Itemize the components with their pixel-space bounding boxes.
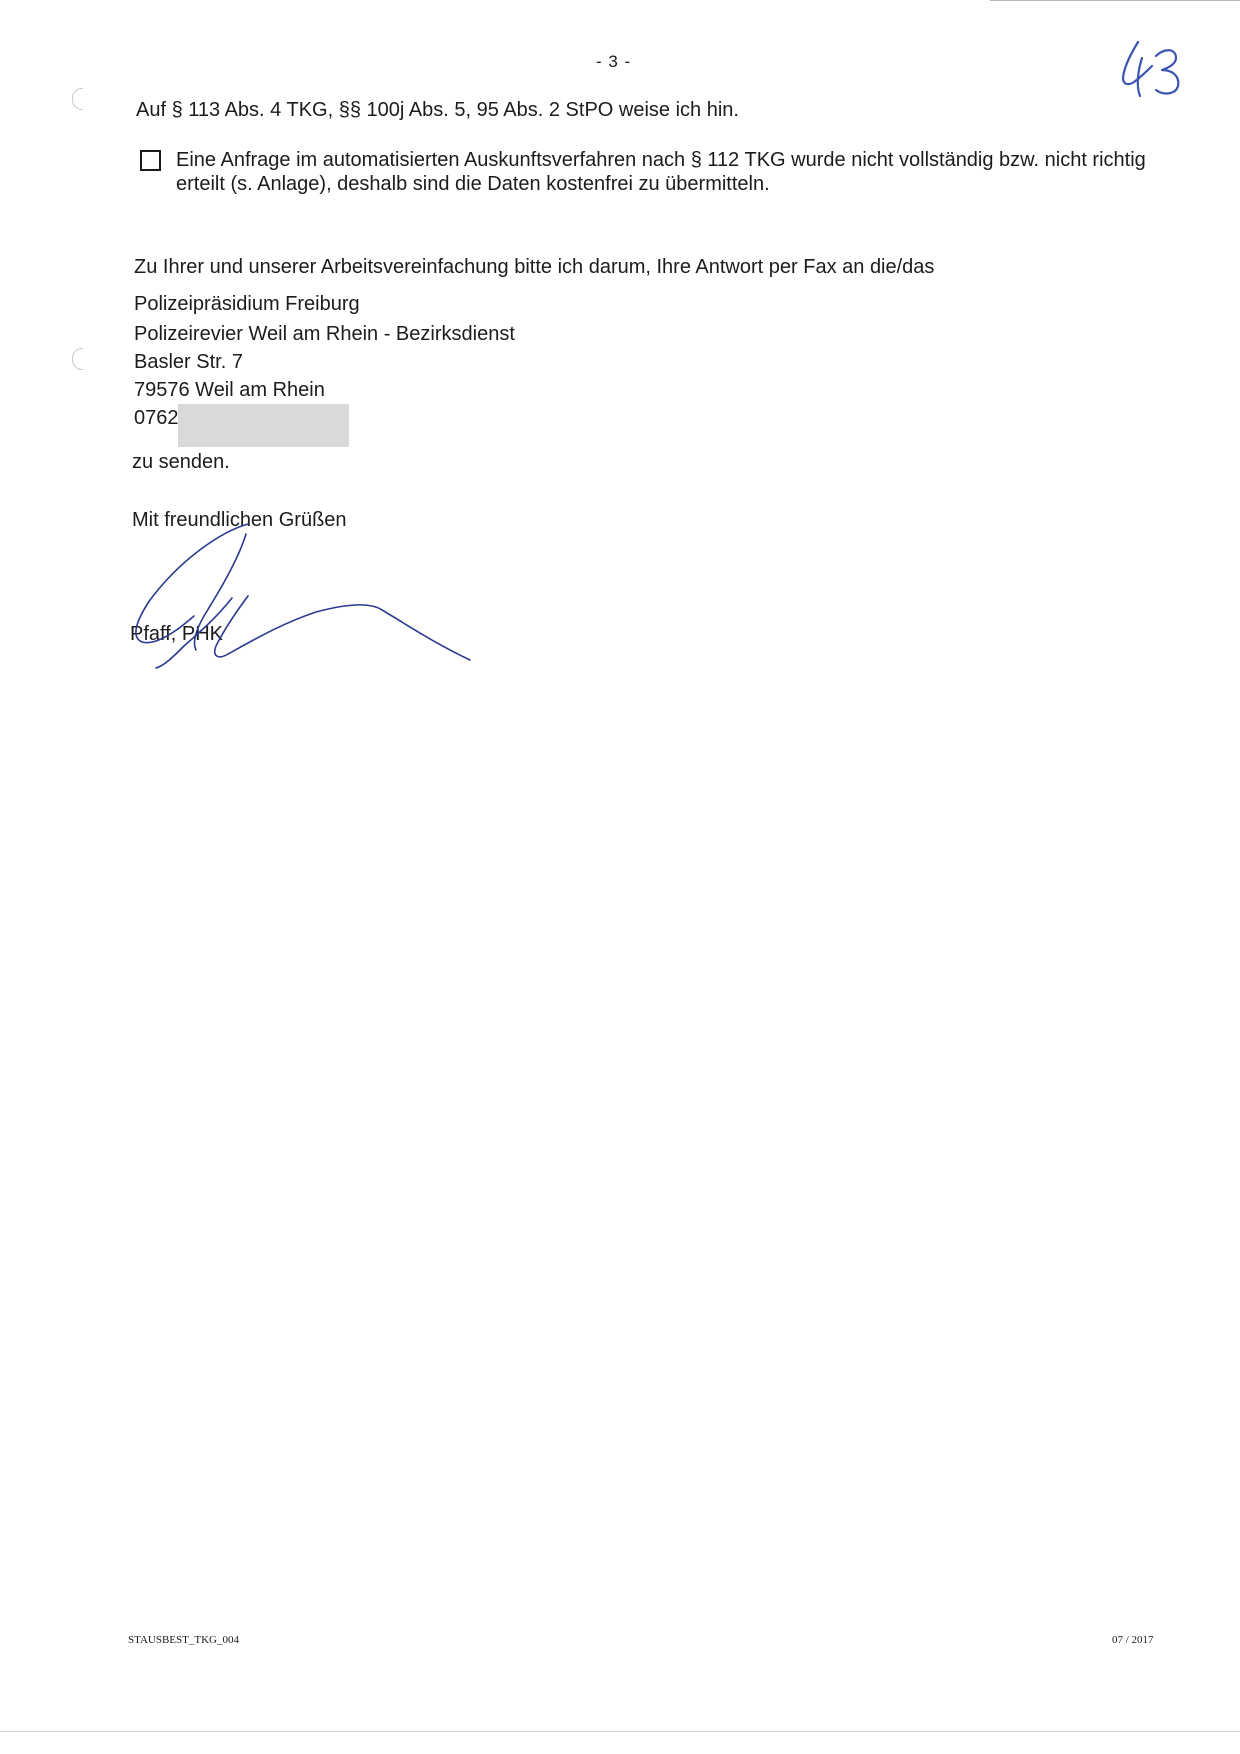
address-line-street: Basler Str. 7	[134, 351, 243, 373]
address-line-city: 79576 Weil am Rhein	[134, 379, 325, 401]
signer-name: Pfaff, PHK	[130, 623, 224, 645]
fax-request-line: Zu Ihrer und unserer Arbeitsvereinfachung bitte ich darum, Ihre Antwort per Fax an die/das	[134, 256, 935, 278]
scan-edge-top	[990, 0, 1240, 1]
punch-hole-middle	[72, 348, 83, 370]
checkbox-option-text: Eine Anfrage im automatisierten Auskunftsverfahren nach § 112 TKG wurde nicht vollständig bzw. nicht richtig erteilt (s. Anlage), deshalb sind die Daten kostenfrei zu übermitteln.	[176, 149, 1146, 195]
address-line-authority: Polizeipräsidium Freiburg	[134, 293, 360, 315]
page-number: - 3 -	[596, 52, 632, 71]
redacted-fax-number	[178, 404, 349, 447]
form-code: STAUSBEST_TKG_004	[128, 1634, 239, 1646]
form-date: 07 / 2017	[1112, 1634, 1154, 1646]
scan-edge-bottom	[0, 1731, 1240, 1732]
checkbox-incomplete-query[interactable]	[140, 150, 161, 171]
legal-reference-line: Auf § 113 Abs. 4 TKG, §§ 100j Abs. 5, 95 Abs. 2 StPO weise ich hin.	[136, 99, 739, 121]
handwritten-folio-number	[1118, 30, 1198, 100]
closing-instruction: zu senden.	[132, 451, 230, 473]
punch-hole-top	[72, 88, 83, 110]
salutation: Mit freundlichen Grüßen	[132, 509, 347, 531]
address-line-station: Polizeirevier Weil am Rhein - Bezirksdienst	[134, 323, 515, 345]
handwritten-signature	[120, 520, 480, 670]
fax-number-prefix: 0762	[134, 407, 179, 429]
